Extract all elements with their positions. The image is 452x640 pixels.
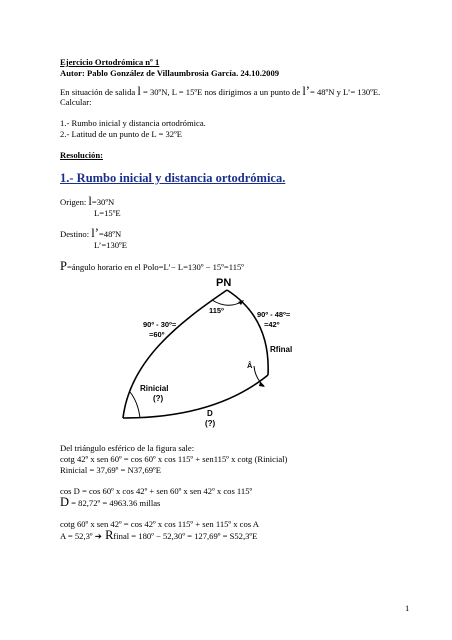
rinicial-label: Rinicial xyxy=(140,384,169,393)
result-1: Rinicial = 37,69º = N37,69ºE xyxy=(60,465,161,475)
origen-line: Origen: l=30ºN xyxy=(60,194,115,208)
statement-line-1: En situación de salida l = 30ºN, L = 15ºE nos dirigimos a un punto de l’= 48ºN y L’= 130ºE. xyxy=(60,84,381,98)
d-label: D xyxy=(207,409,213,418)
rinicial-unknown: (?) xyxy=(153,394,164,403)
rfinal-label: Rfinal xyxy=(270,345,293,354)
result-3: A = 52,3º ➔ Rfinal = 180º − 52,30º = 127,69º = S52,3ºE xyxy=(60,528,258,542)
author-line: Autor: Pablo González de Villaumbrosia García. 24.10.2009 xyxy=(60,68,280,78)
right-side-label-2: =42º xyxy=(264,320,280,329)
pole-angle-label: 115º xyxy=(209,306,224,315)
origen-lon: L=15ºE xyxy=(94,208,121,218)
calc-intro: Del triángulo esférico de la figura sale: xyxy=(60,443,195,453)
right-side-label-1: 90º - 48º= xyxy=(257,310,291,319)
left-side-label-2: =60º xyxy=(149,330,165,339)
left-side-label-1: 90º - 30º= xyxy=(143,320,177,329)
p-angle-line: P=ángulo horario en el Polo=L’− L=130º − 15º=115º xyxy=(60,259,244,273)
final-arrow xyxy=(259,382,265,387)
page-number: 1 xyxy=(405,603,410,613)
exercise-title: Ejercicio Ortodrómica nº 1 xyxy=(60,57,160,67)
d-unknown: (?) xyxy=(205,419,216,428)
statement-line-2: Calcular: xyxy=(60,97,92,107)
bottom-arc xyxy=(123,375,268,418)
a-angle-label: Â xyxy=(247,361,253,370)
destino-line: Destino: l’=48ºN xyxy=(60,226,122,240)
pn-label: PN xyxy=(216,277,232,289)
result-2: D = 82,72º = 4963.36 millas xyxy=(60,495,161,509)
initial-angle-arc xyxy=(130,392,140,418)
pole-angle-arc xyxy=(212,300,243,305)
question-2: 2.- Latitud de un punto de L = 32ºE xyxy=(60,129,182,139)
equation-3: cotg 60º x sen 42º = cos 42º x cos 115º + sen 115º x cos A xyxy=(60,519,260,529)
resolucion-heading: Resolución: xyxy=(60,150,103,160)
question-1: 1.- Rumbo inicial y distancia ortodrómica. xyxy=(60,118,206,128)
section-heading-1: 1.- Rumbo inicial y distancia ortodrómica. xyxy=(60,171,286,185)
equation-2: cos D = cos 60º x cos 42º + sen 60º x sen 42º x cos 115º xyxy=(60,486,253,496)
final-angle-arc xyxy=(254,366,264,386)
equation-1: cotg 42º x sen 60º = cos 60º x cos 115º + sen115º x cotg (Rinicial) xyxy=(60,454,288,464)
destino-lon: L’=130ºE xyxy=(94,240,127,250)
